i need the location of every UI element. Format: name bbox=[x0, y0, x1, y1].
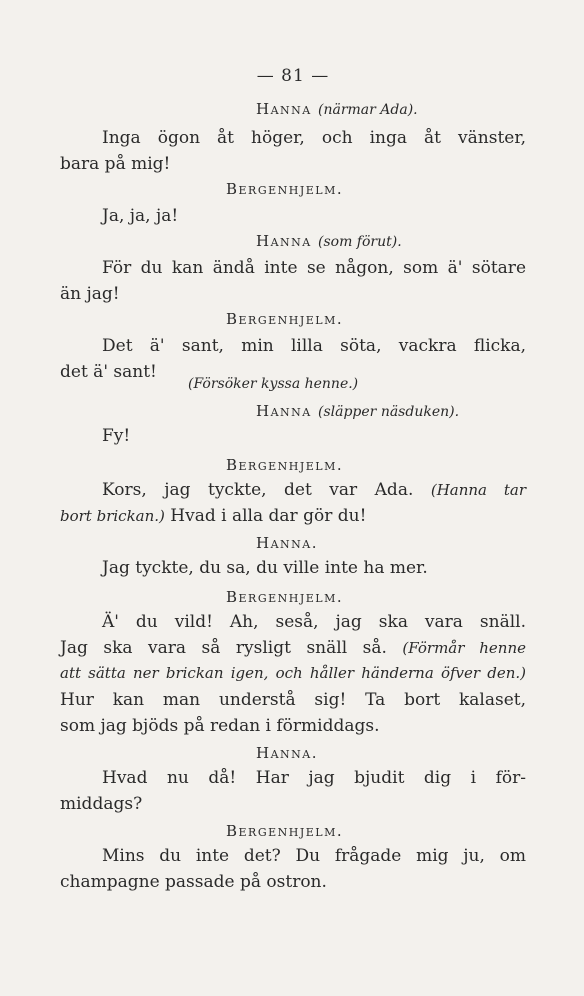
dialogue-line: För du kan ändå inte se någon, som ä' sötare bbox=[102, 258, 526, 278]
dialogue-line: än jag! bbox=[60, 284, 120, 304]
dialogue-line: som jag bjöds på redan i förmiddags. bbox=[60, 716, 380, 736]
dialogue-line bbox=[60, 506, 526, 526]
dialogue-text: Hvad i alla dar gör du! bbox=[170, 506, 367, 526]
dialogue-text: Kors, jag tyckte, det var Ada. bbox=[102, 480, 414, 500]
dialogue-line: Ä' du vild! Ah, seså, jag ska vara snäll. bbox=[102, 612, 526, 632]
dialogue-line: Ja, ja, ja! bbox=[102, 206, 179, 226]
speaker-heading: Hanna. bbox=[256, 534, 318, 552]
dialogue-line bbox=[60, 480, 526, 500]
speaker-heading: Bergenhjelm. bbox=[226, 456, 344, 474]
speaker-name: Hanna bbox=[256, 402, 312, 420]
speaker-heading: Bergenhjelm. bbox=[226, 180, 344, 198]
dialogue-line: Fy! bbox=[102, 426, 131, 446]
dialogue-line: Hur kan man understå sig! Ta bort kalaset, bbox=[60, 690, 526, 710]
dialogue-line: Jag tyckte, du sa, du ville inte ha mer. bbox=[102, 558, 428, 578]
stage-direction: (Förmår henne bbox=[402, 639, 527, 657]
speaker-heading: Bergenhjelm. bbox=[226, 310, 344, 328]
speaker-heading bbox=[256, 100, 418, 118]
stage-direction: (Hanna tar bbox=[430, 481, 526, 499]
book-page bbox=[60, 60, 526, 960]
speaker-heading bbox=[256, 402, 459, 420]
speaker-heading bbox=[256, 232, 402, 250]
dialogue-line bbox=[60, 638, 526, 658]
page-number: — 81 — bbox=[256, 66, 330, 86]
dialogue-line: Hvad nu då! Har jag bjudit dig i för- bbox=[102, 768, 526, 788]
dialogue-line: det ä' sant! bbox=[60, 362, 157, 382]
dialogue-text: Jag ska vara så rysligt snäll så. bbox=[60, 638, 387, 658]
dialogue-line: Inga ögon åt höger, och inga åt vänster, bbox=[102, 128, 526, 148]
stage-direction: (Försöker kyssa henne.) bbox=[188, 376, 359, 392]
dialogue-line: champagne passade på ostron. bbox=[60, 872, 327, 892]
speaker-heading: Bergenhjelm. bbox=[226, 822, 344, 840]
dialogue-line: Mins du inte det? Du frågade mig ju, om bbox=[102, 846, 526, 866]
speaker-name: Hanna bbox=[256, 232, 312, 250]
stage-direction: (släpper näsduken). bbox=[318, 404, 460, 420]
speaker-heading: Hanna. bbox=[256, 744, 318, 762]
stage-direction: (närmar Ada). bbox=[318, 102, 418, 118]
dialogue-line: bara på mig! bbox=[60, 154, 171, 174]
stage-direction: (som förut). bbox=[318, 234, 402, 250]
stage-direction: att sätta ner brickan igen, och håller händerna öfver den.) bbox=[60, 664, 526, 682]
speaker-name: Hanna bbox=[256, 100, 312, 118]
speaker-heading: Bergenhjelm. bbox=[226, 588, 344, 606]
dialogue-line: middags? bbox=[60, 794, 143, 814]
stage-direction: bort brickan.) bbox=[60, 507, 165, 525]
dialogue-line: Det ä' sant, min lilla söta, vackra flicka, bbox=[102, 336, 526, 356]
